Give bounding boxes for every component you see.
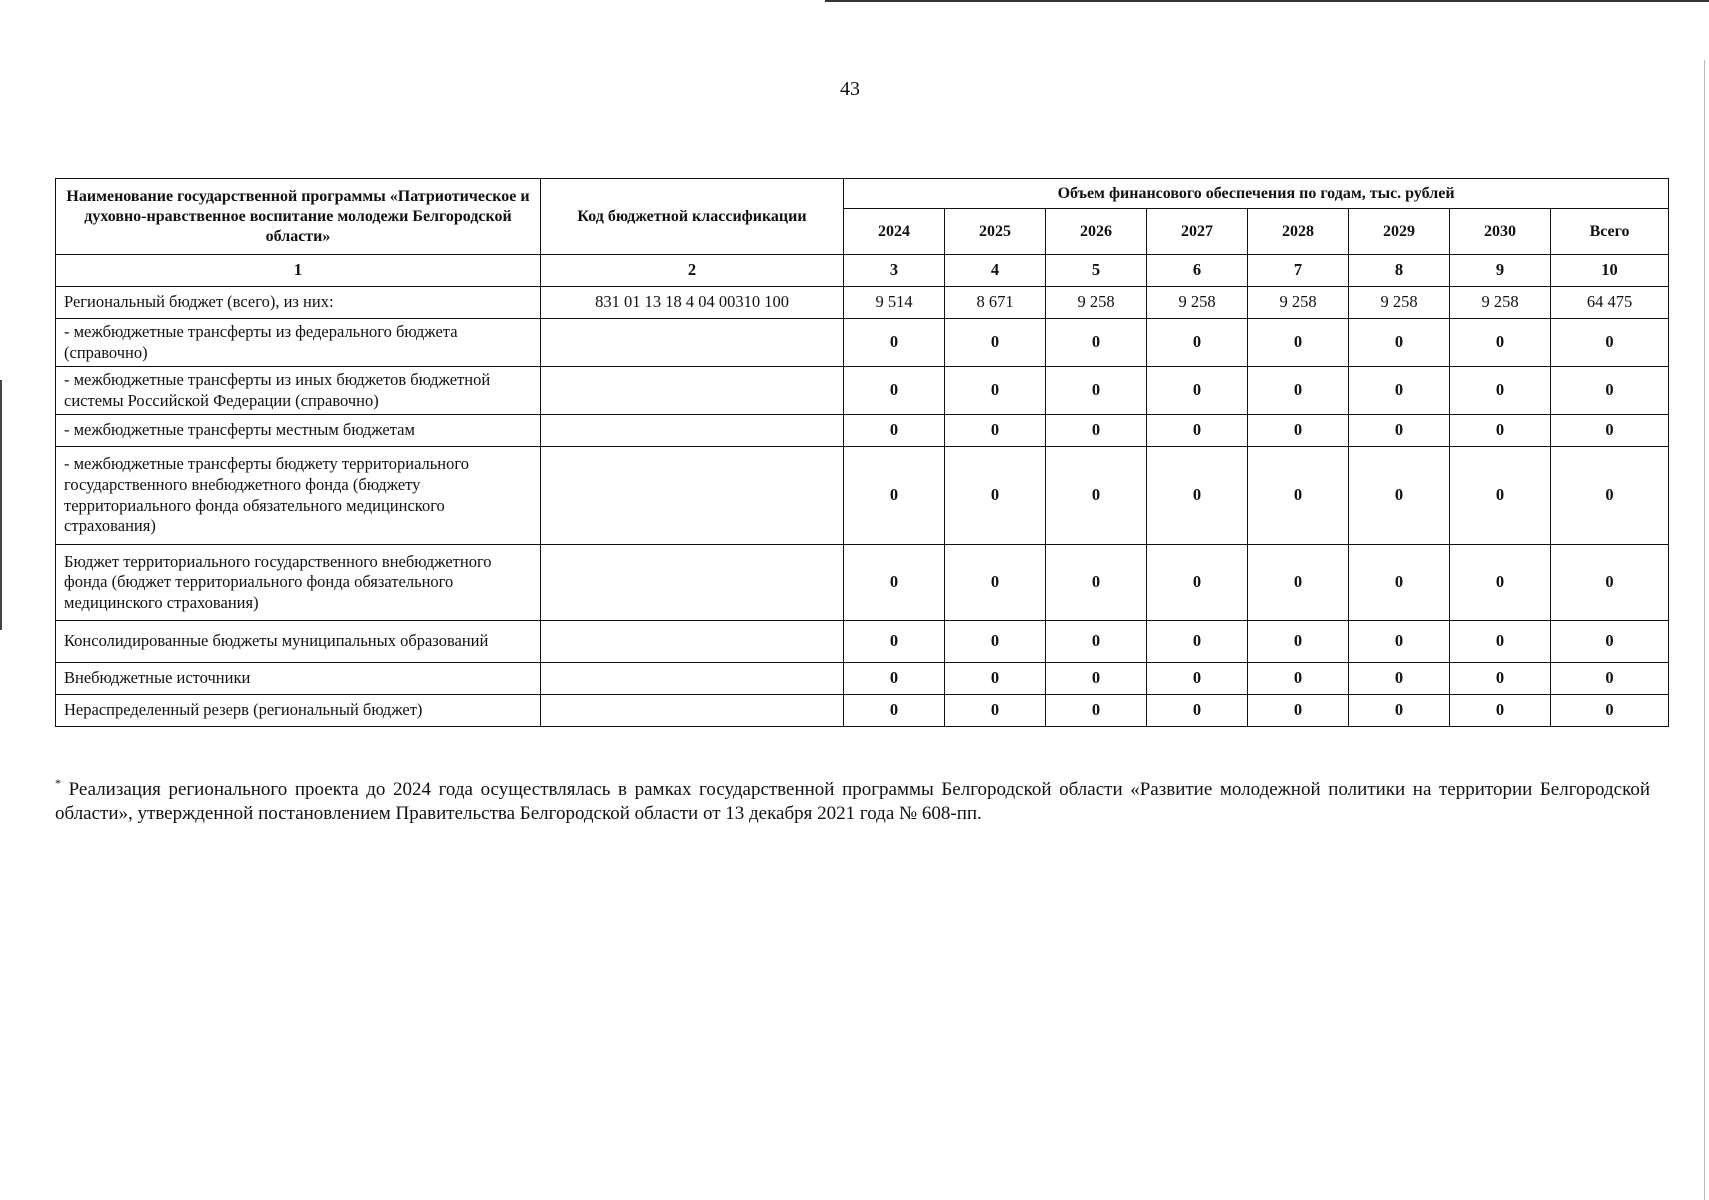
row-budget-code	[541, 415, 844, 447]
row-value-total: 64 475	[1551, 287, 1669, 319]
row-budget-code: 831 01 13 18 4 04 00310 100	[541, 287, 844, 319]
row-value-2024: 0	[844, 415, 945, 447]
row-value-2030: 0	[1450, 367, 1551, 415]
row-name: Консолидированные бюджеты муниципальных образований	[56, 621, 541, 663]
row-name: Бюджет территориального государственного внебюджетного фонда (бюджет территориального фонда обязательного медицинского страхования)	[56, 545, 541, 621]
row-budget-code	[541, 319, 844, 367]
row-value-2025: 0	[945, 415, 1046, 447]
scan-edge-right	[1704, 60, 1705, 1200]
row-value-total: 0	[1551, 447, 1669, 545]
header-year-2026: 2026	[1046, 209, 1147, 255]
column-number-10: 10	[1551, 255, 1669, 287]
footnote-text: Реализация регионального проекта до 2024 года осуществлялась в рамках государственной программы Белгородской области «Развитие молодежной политики на территории Белгородской области», утвержденной постановлением Правительства Белгородской области от 13 декабря 2021 года № 608-пп.	[55, 779, 1651, 825]
row-value-2029: 0	[1349, 367, 1450, 415]
row-name: Региональный бюджет (всего), из них:	[56, 287, 541, 319]
row-value-2026: 0	[1046, 663, 1147, 695]
row-value-2024: 0	[844, 545, 945, 621]
table-row	[56, 695, 1669, 727]
row-value-total: 0	[1551, 367, 1669, 415]
column-number-6: 6	[1147, 255, 1248, 287]
row-name: - межбюджетные трансферты из федерального бюджета (справочно)	[56, 319, 541, 367]
row-budget-code	[541, 367, 844, 415]
row-value-2025: 0	[945, 367, 1046, 415]
column-number-2: 2	[541, 255, 844, 287]
row-budget-code	[541, 447, 844, 545]
table-row	[56, 545, 1669, 621]
row-value-2030: 0	[1450, 621, 1551, 663]
row-value-2024: 0	[844, 319, 945, 367]
row-value-2030: 0	[1450, 695, 1551, 727]
row-value-total: 0	[1551, 319, 1669, 367]
header-year-2024: 2024	[844, 209, 945, 255]
scan-edge-top	[825, 0, 1709, 2]
row-value-2030: 0	[1450, 447, 1551, 545]
row-value-total: 0	[1551, 695, 1669, 727]
row-value-2026: 0	[1046, 447, 1147, 545]
column-number-4: 4	[945, 255, 1046, 287]
table-row	[56, 415, 1669, 447]
row-value-2028: 0	[1248, 447, 1349, 545]
page-number: 43	[840, 78, 860, 100]
row-value-2027: 0	[1147, 447, 1248, 545]
row-value-2030: 9 258	[1450, 287, 1551, 319]
row-value-2024: 0	[844, 621, 945, 663]
row-value-2024: 0	[844, 447, 945, 545]
row-value-2028: 9 258	[1248, 287, 1349, 319]
row-value-2029: 0	[1349, 415, 1450, 447]
header-funding-volume: Объем финансового обеспечения по годам, тыс. рублей	[844, 179, 1669, 209]
row-value-2027: 0	[1147, 663, 1248, 695]
row-value-2026: 0	[1046, 545, 1147, 621]
row-value-2026: 0	[1046, 319, 1147, 367]
row-value-2029: 0	[1349, 447, 1450, 545]
column-number-5: 5	[1046, 255, 1147, 287]
footnote-marker: *	[55, 776, 61, 790]
row-value-2030: 0	[1450, 319, 1551, 367]
row-value-2024: 0	[844, 367, 945, 415]
row-value-2024: 0	[844, 695, 945, 727]
row-value-2029: 0	[1349, 695, 1450, 727]
row-budget-code	[541, 695, 844, 727]
row-value-total: 0	[1551, 663, 1669, 695]
row-value-2026: 0	[1046, 695, 1147, 727]
row-value-2027: 0	[1147, 695, 1248, 727]
column-number-9: 9	[1450, 255, 1551, 287]
row-value-2030: 0	[1450, 663, 1551, 695]
row-value-2028: 0	[1248, 319, 1349, 367]
header-year-2029: 2029	[1349, 209, 1450, 255]
row-value-2025: 0	[945, 447, 1046, 545]
row-value-2027: 0	[1147, 545, 1248, 621]
table-row	[56, 621, 1669, 663]
header-year-2025: 2025	[945, 209, 1046, 255]
row-value-2025: 8 671	[945, 287, 1046, 319]
funding-table	[55, 178, 1669, 727]
row-budget-code	[541, 663, 844, 695]
row-value-2029: 0	[1349, 663, 1450, 695]
row-value-2029: 0	[1349, 545, 1450, 621]
column-number-3: 3	[844, 255, 945, 287]
row-value-2030: 0	[1450, 545, 1551, 621]
row-budget-code	[541, 545, 844, 621]
column-number-1: 1	[56, 255, 541, 287]
row-value-2029: 0	[1349, 621, 1450, 663]
header-program-name: Наименование государственной программы «Патриотическое и духовно-нравственное воспитание молодежи Белгородской области»	[56, 179, 541, 255]
row-value-2027: 0	[1147, 319, 1248, 367]
row-value-2029: 0	[1349, 319, 1450, 367]
table-row	[56, 663, 1669, 695]
row-value-2026: 9 258	[1046, 287, 1147, 319]
row-name: - межбюджетные трансферты бюджету территориального государственного внебюджетного фонда (бюджету территориального фонда обязательного медицинского страхования)	[56, 447, 541, 545]
row-value-2030: 0	[1450, 415, 1551, 447]
header-year-total: Всего	[1551, 209, 1669, 255]
row-value-2027: 9 258	[1147, 287, 1248, 319]
row-value-2025: 0	[945, 663, 1046, 695]
row-name: Внебюджетные источники	[56, 663, 541, 695]
table-row	[56, 447, 1669, 545]
row-value-2028: 0	[1248, 663, 1349, 695]
row-value-2026: 0	[1046, 415, 1147, 447]
row-value-2024: 9 514	[844, 287, 945, 319]
row-value-2026: 0	[1046, 621, 1147, 663]
row-value-2024: 0	[844, 663, 945, 695]
row-value-2025: 0	[945, 319, 1046, 367]
scan-edge-left	[0, 380, 2, 630]
header-year-2027: 2027	[1147, 209, 1248, 255]
row-value-2028: 0	[1248, 367, 1349, 415]
header-year-2030: 2030	[1450, 209, 1551, 255]
row-name: - межбюджетные трансферты местным бюджетам	[56, 415, 541, 447]
row-name: Нераспределенный резерв (региональный бюджет)	[56, 695, 541, 727]
footnote	[55, 778, 1650, 827]
column-number-7: 7	[1248, 255, 1349, 287]
table-row	[56, 287, 1669, 319]
row-value-2028: 0	[1248, 415, 1349, 447]
table-row	[56, 367, 1669, 415]
row-name: - межбюджетные трансферты из иных бюджетов бюджетной системы Российской Федерации (справочно)	[56, 367, 541, 415]
header-budget-code: Код бюджетной классификации	[541, 179, 844, 255]
column-number-8: 8	[1349, 255, 1450, 287]
table-row	[56, 319, 1669, 367]
row-value-2028: 0	[1248, 695, 1349, 727]
row-value-2025: 0	[945, 621, 1046, 663]
row-value-total: 0	[1551, 545, 1669, 621]
column-numbers-row	[56, 255, 1669, 287]
row-value-2027: 0	[1147, 415, 1248, 447]
row-budget-code	[541, 621, 844, 663]
row-value-2029: 9 258	[1349, 287, 1450, 319]
row-value-2028: 0	[1248, 621, 1349, 663]
table-body	[56, 287, 1669, 727]
row-value-2025: 0	[945, 545, 1046, 621]
row-value-2025: 0	[945, 695, 1046, 727]
row-value-2028: 0	[1248, 545, 1349, 621]
row-value-2026: 0	[1046, 367, 1147, 415]
row-value-total: 0	[1551, 621, 1669, 663]
row-value-total: 0	[1551, 415, 1669, 447]
header-year-2028: 2028	[1248, 209, 1349, 255]
row-value-2027: 0	[1147, 367, 1248, 415]
row-value-2027: 0	[1147, 621, 1248, 663]
